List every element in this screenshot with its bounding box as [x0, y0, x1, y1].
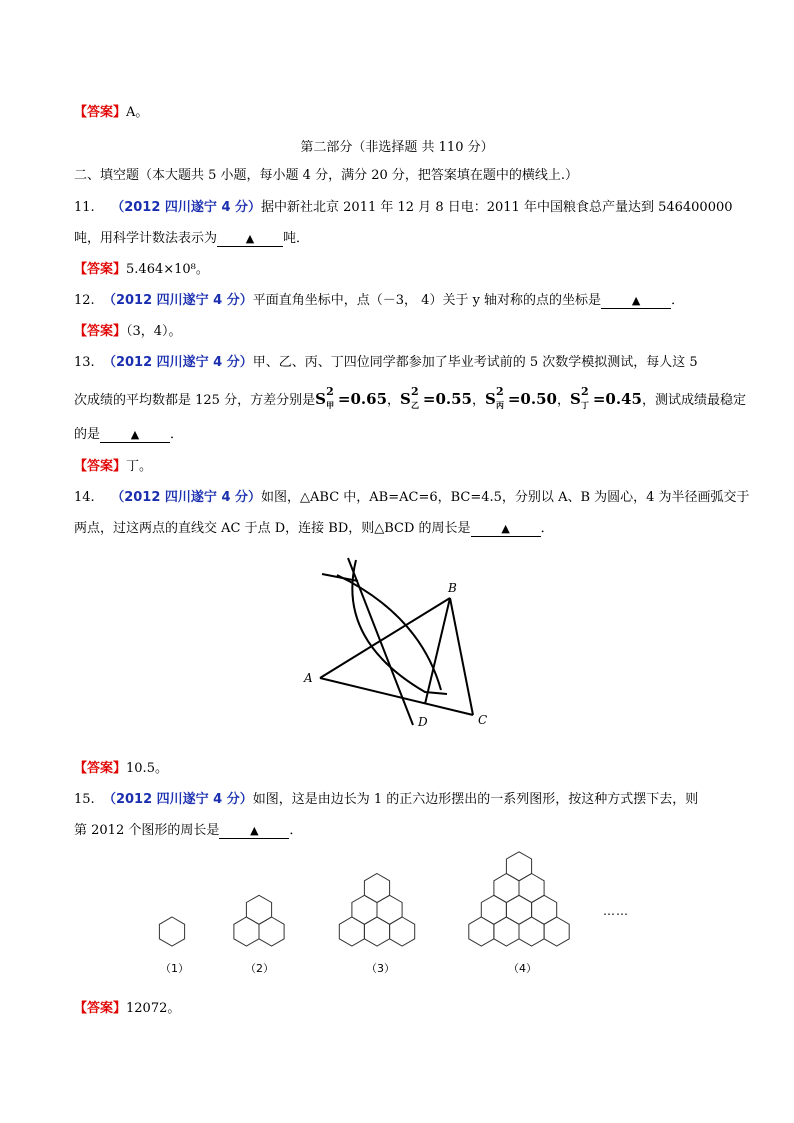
hexagon: [352, 895, 377, 924]
variance-bing: S 2 丙 =0.50: [485, 385, 557, 410]
question-text: 如图，这是由边长为 1 的正六边形摆出的一系列图形，按这种方式摆下去，则: [252, 792, 699, 807]
perpendicular-bisector: [348, 558, 413, 725]
hexagon: [506, 895, 531, 924]
question-source: （2012 四川遂宁 4 分）: [111, 490, 262, 505]
answer-blank: [601, 294, 671, 309]
question-11-line-2: [74, 230, 309, 248]
question-13-line-2: 次成绩的平均数都是 125 分，方差分别是S 2 甲 =0.65，S 2 乙 =0.55，S 2 丙 =0.50，S 2 丁 =0.45，测试成绩最稳定: [74, 385, 746, 410]
answer-label: 【答案】: [74, 761, 127, 776]
question-15-line-1: [74, 791, 698, 809]
question-number: 11.: [74, 200, 95, 215]
question-number: 12.: [74, 293, 95, 308]
segment-ab: [320, 598, 450, 678]
hexagon: [339, 917, 364, 946]
question-text: 据中新社北京 2011 年 12 月 8 日电：2011 年中国粮食总产量达到 546400000: [261, 200, 733, 215]
hexagon: [390, 917, 415, 946]
answer-line-prev: [74, 104, 148, 122]
question-12-line-1: [74, 292, 684, 310]
question-text: ．: [289, 823, 303, 838]
answer-blank: [217, 232, 283, 247]
question-13-line-1: [74, 354, 698, 372]
ellipsis: ……: [603, 904, 629, 918]
segment-bc: [450, 598, 473, 715]
hexagon: [494, 917, 519, 946]
answer-line-13: [74, 458, 152, 476]
answer-label: 【答案】: [74, 1001, 127, 1016]
hexagon: [364, 917, 389, 946]
label-d: D: [418, 715, 428, 729]
question-number: 15.: [74, 792, 95, 807]
question-source: （2012 四川遂宁 4 分）: [102, 792, 253, 807]
answer-text: 10.5。: [126, 761, 168, 776]
answer-label: 【答案】: [74, 459, 127, 474]
question-text: 如图，△ABC 中，AB=AC=6，BC=4.5，分别以 A、B 为圆心，4 为半径画弧交于: [261, 490, 750, 505]
question-text: ，测试成绩最稳定: [641, 393, 746, 408]
triangle-icon: ▲: [501, 522, 510, 535]
question-15-line-2: [74, 822, 302, 840]
hexagon: [519, 917, 544, 946]
triangle-icon: ▲: [631, 294, 641, 307]
section-heading: 二、填空题（本大题共 5 小题，每小题 4 分，满分 20 分，把答案填在题中的横线上.）: [74, 168, 579, 183]
answer-text: 丁。: [126, 459, 153, 474]
question-text: ．: [540, 521, 554, 536]
hexagon: [469, 917, 494, 946]
figure-label-4: （4）: [508, 962, 537, 975]
label-b: B: [448, 581, 457, 595]
answer-blank: [471, 522, 541, 537]
question-text: 的是: [74, 427, 101, 442]
answer-label: 【答案】: [74, 262, 127, 277]
triangle-construction-figure: [295, 545, 505, 735]
answer-text: （3，4）。: [126, 324, 182, 339]
answer-line-12: [74, 323, 182, 341]
question-11-line-1: [74, 199, 733, 217]
hexagon: [259, 917, 284, 946]
answer-label: 【答案】: [74, 324, 127, 339]
answer-blank: [219, 824, 289, 839]
hexagon: [544, 917, 569, 946]
hexagon: [506, 852, 531, 881]
answer-blank: [100, 428, 170, 443]
question-source: （2012 四川遂宁 4 分）: [102, 293, 253, 308]
answer-line-15: [74, 1000, 180, 1018]
hexagon: [377, 895, 402, 924]
question-text: ．: [170, 427, 184, 442]
hexagon: [159, 917, 184, 946]
part-title: 第二部分（非选择题 共 110 分）: [300, 140, 494, 155]
segment-bd: [425, 598, 450, 704]
triangle-icon: ▲: [250, 824, 259, 837]
answer-label: 【答案】: [74, 105, 127, 120]
question-source: （2012 四川遂宁 4 分）: [102, 355, 253, 370]
triangle-icon: ▲: [245, 232, 255, 245]
label-a: A: [304, 671, 313, 685]
question-text: 吨，用科学计数法表示为: [74, 231, 218, 246]
hexagon: [532, 895, 557, 924]
question-14-line-2: [74, 520, 554, 538]
label-c: C: [478, 713, 488, 727]
question-text: 次成绩的平均数都是 125 分，方差分别是: [74, 393, 316, 408]
question-source: （2012 四川遂宁 4 分）: [111, 200, 262, 215]
question-text: 第 2012 个图形的周长是: [74, 823, 220, 838]
question-14-line-1: [74, 489, 750, 507]
hexagon: [246, 895, 271, 924]
question-number: 13.: [74, 355, 95, 370]
answer-line-11: [74, 261, 209, 279]
answer-line-14: [74, 760, 168, 778]
answer-text: 5.464×10⁸。: [126, 262, 209, 277]
answer-text: A。: [126, 105, 149, 120]
variance-ding: S 2 丁 =0.45: [569, 385, 642, 410]
hexagon: [234, 917, 259, 946]
question-number: 14.: [74, 490, 95, 505]
question-text: 吨．: [283, 231, 310, 246]
hexagon: [481, 895, 506, 924]
figure-label-1: （1）: [160, 962, 189, 975]
question-text: 平面直角坐标中，点（－3， 4）关于 y 轴对称的点的坐标是: [252, 293, 602, 308]
hexagon: [494, 874, 519, 903]
figure-label-2: （2）: [245, 962, 274, 975]
question-text: 两点，过这两点的直线交 AC 于点 D，连接 BD，则△BCD 的周长是: [74, 521, 471, 536]
variance-yi: S 2 乙 =0.55: [400, 385, 472, 410]
hexagon: [519, 874, 544, 903]
question-text: 甲、乙、丙、丁四位同学都参加了毕业考试前的 5 次数学模拟测试，每人这 5: [252, 355, 698, 370]
answer-text: 12072。: [126, 1001, 181, 1016]
question-13-line-3: [74, 426, 183, 444]
hexagon: [364, 874, 389, 903]
figure-label-3: （3）: [366, 962, 395, 975]
triangle-icon: ▲: [130, 428, 140, 441]
question-text: ．: [671, 293, 685, 308]
variance-jia: S 2 甲 =0.65: [315, 385, 388, 410]
